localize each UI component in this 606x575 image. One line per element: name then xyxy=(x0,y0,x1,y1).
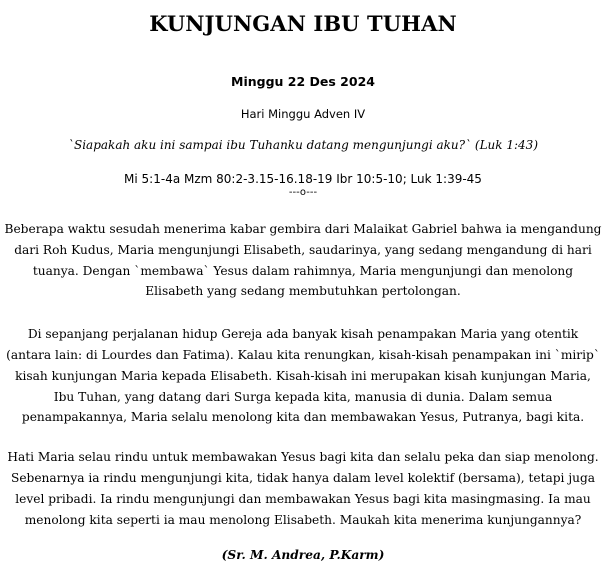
liturgical-day: Hari Minggu Adven IV xyxy=(240,107,366,121)
scripture-quote: `Siapakah aku ini sampai ibu Tuhanku datang mengunjungi aku?` (Luk 1:43) xyxy=(68,138,538,152)
date-line: Minggu 22 Des 2024 xyxy=(231,74,375,89)
reflection-paragraph-3: Hati Maria selau rindu untuk membawakan Yesus bagi kita dan selalu peka dan siap menolong. Sebenarnya ia rindu mengunjungi kita, tidak hanya dalam level kolektif (bersama), tetapi juga level pribadi. Ia rindu mengunjungi dan membawakan Yesus bagi kita masingmasing. Ia mau menolong kita seperti ia mau menolong Elisabeth. Maukah kita menerima kunjungannya? xyxy=(7,450,599,527)
author-signature: (Sr. M. Andrea, P.Karm) xyxy=(221,548,385,563)
reflection-paragraph-1: Beberapa waktu sesudah menerima kabar gembira dari Malaikat Gabriel bahwa ia mengandung dari Roh Kudus, Maria mengunjungi Elisabeth, saudarinya, yang sedang mengandung di hari tuanya. Dengan `membawa` Yesus dalam rahimnya, Maria mengunjungi dan menolong Elisabeth yang sedang membutuhkan pertolongan. xyxy=(4,222,602,299)
reflection-paragraph-2: Di sepanjang perjalanan hidup Gereja ada banyak kisah penampakan Maria yang otentik (antara lain: di Lourdes dan Fatima). Kalau kita renungkan, kisah-kisah penampakan ini `mirip` kisah kunjungan Maria kepada Elisabeth. Kisah-kisah ini merupakan kisah kunjungan Maria, Ibu Tuhan, yang datang dari Surga kepada kita, manusia di dunia. Dalam semua penampakannya, Maria selalu menolong kita dan membawakan Yesus, Putranya, bagi kita. xyxy=(6,327,600,425)
page-title: KUNJUNGAN IBU TUHAN xyxy=(149,11,457,36)
scripture-readings: Mi 5:1-4a Mzm 80:2-3.15-16.18-19 Ibr 10:5-10; Luk 1:39-45 xyxy=(124,172,482,186)
section-separator: ---o--- xyxy=(288,187,318,198)
